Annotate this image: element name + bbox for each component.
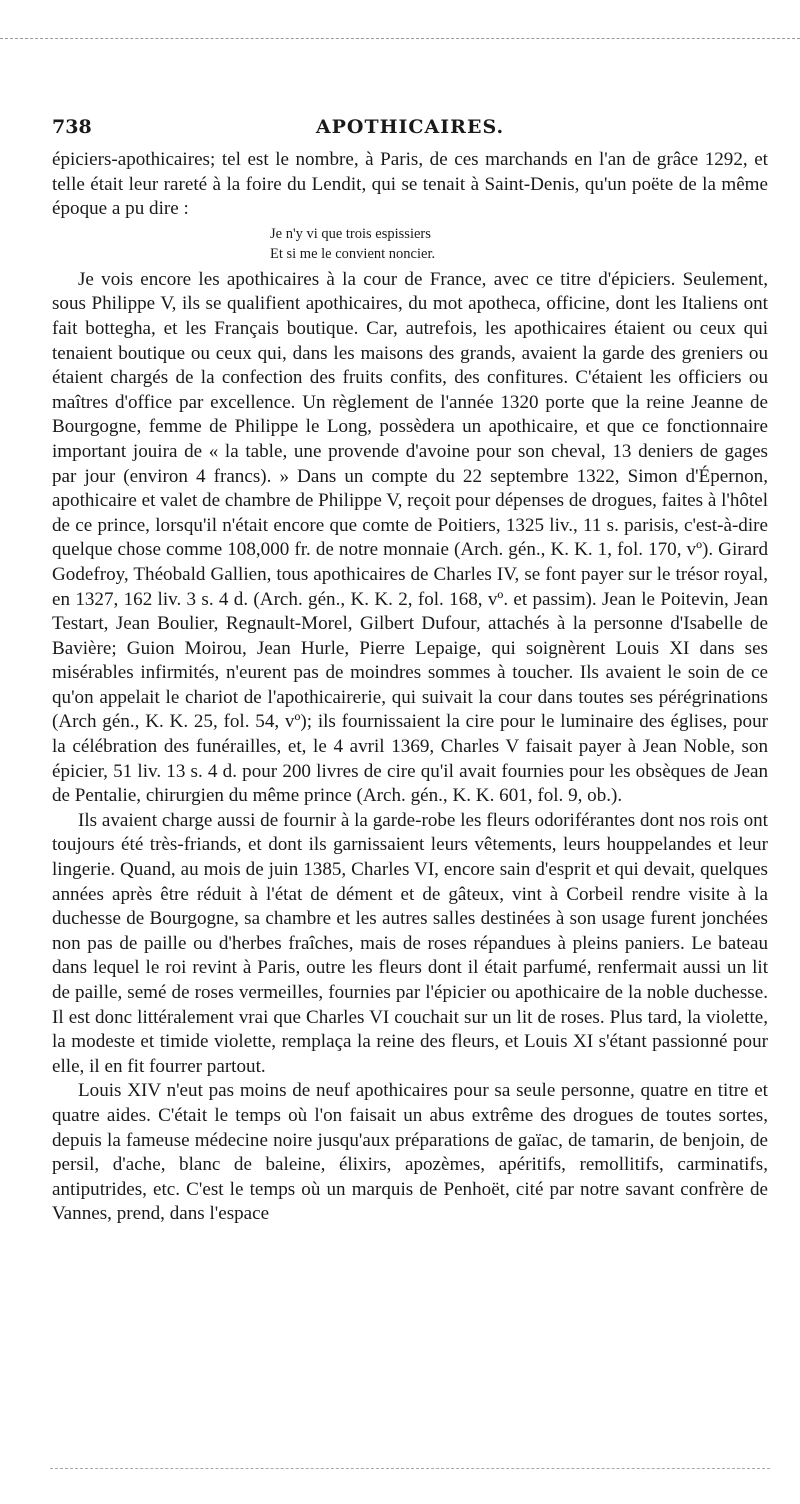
paragraph-1: épiciers-apothicaires; tel est le nombre, à Paris, de ces marchands en l'an de grâce 1292, et telle était leur rareté à la foire du Lendit, qui se tenait à Saint-Denis, qu'un poëte de la même époque a pu dire : — [52, 149, 768, 220]
paragraph-2: Je vois encore les apothicaires à la cour de France, avec ce titre d'épiciers. Seulement, sous Philippe V, ils se qualifient apothicaires, du mot apotheca, officine, dont les Italiens ont fait bottegha, et les Français boutique. Car, autrefois, les apothicaires étaient ou ceux qui tenaient boutique ou ceux qui, dans les maisons des grands, avaient la garde des greniers ou étaient chargés de la confection des fruits confits, des confitures. C'étaient les officiers ou maîtres d'office par excellence. Un règlement de l'année 1320 porte que la reine Jeanne de Bourgogne, femme de Philippe le Long, possèdera un apothicaire, et que ce fonctionnaire important jouira de « la table, une provende d'avoine pour son cheval, 13 deniers de gages par jour (environ 4 francs). » Dans un compte du 22 septembre 1322, Simon d'Épernon, apothicaire et valet de chambre de Philippe V, reçoit pour dépenses de drogues, faites à l'hôtel de ce prince, lorsqu'il n'était encore que comte de Poitiers, 1325 liv., 11 s. parisis, c'est-à-dire quelque chose comme 108,000 fr. de notre monnaie (Arch. gén., K. K. 1, fol. 170, vº). Girard Godefroy, Théobald Gallien, tous apothicaires de Charles IV, se font payer sur le trésor royal, en 1327, 162 liv. 3 s. 4 d. (Arch. gén., K. K. 2, fol. 168, vº. et passim). Jean le Poitevin, Jean Testart, Jean Boulier, Regnault-Morel, Gilbert Dufour, attachés à la personne d'Isabelle de Bavière; Guion Moirou, Jean Hurle, Pierre Lepaige, qui soignèrent Louis XI dans ses misérables infirmités, n'eurent pas de moindres sommes à toucher. Ils avaient le soin de ce qu'on appelait le chariot de l'apothicairerie, qui suivait la cour dans toutes ses pérégrinations (Arch gén., K. K. 25, fol. 54, vº); ils fournissaient la cire pour le luminaire des églises, pour la célébration des funérailles, et, le 4 avril 1369, Charles V faisait payer à Jean Noble, son épicier, 51 liv. 13 s. 4 d. pour 200 livres de cire qu'il avait fournies pour les obsèques de Jean de Pentalie, chirurgien du même prince (Arch. gén., K. K. 601, fol. 9, ob.). — [52, 268, 768, 807]
top-border-rule — [0, 38, 800, 39]
running-title: APOTHICAIRES. — [315, 116, 505, 138]
paragraph-3: Ils avaient charge aussi de fournir à la garde-robe les fleurs odoriférantes dont nos rois ont toujours été très-friands, et dont ils garnissaient leurs vêtements, leurs houppelandes et leur lingerie. Quand, au mois de juin 1385, Charles VI, encore sain d'esprit et qui devait, quelques années après être réduit à l'état de dément et de gâteux, vint à Corbeil rendre visite à la duchesse de Bourgogne, sa chambre et les autres salles destinées à son usage furent jonchées non pas de paille ou d'herbes fraîches, mais de roses répandues à pleins paniers. Le bateau dans lequel le roi revint à Paris, outre les fleurs dont il était parfumé, renfermait aussi un lit de paille, semé de roses vermeilles, fournies par l'épicier ou apothicaire de la noble duchesse. Il est donc littéralement vrai que Charles VI couchait sur un lit de roses. Plus tard, la violette, la modeste et timide violette, remplaça la reine des fleurs, et Louis XI s'étant passionné pour elle, il en fit fourrer partout. — [52, 809, 768, 1077]
bottom-border-rule — [50, 1468, 770, 1469]
verse-line-1: Je n'y vi que trois espissiers — [270, 225, 431, 242]
verse-line-2: Et si me le convient noncier. — [270, 245, 436, 262]
page — [52, 112, 768, 1227]
page-number: 738 — [52, 116, 92, 138]
page-header — [52, 112, 768, 148]
paragraph-4: Louis XIV n'eut pas moins de neuf apothicaires pour sa seule personne, quatre en titre et quatre aides. C'était le temps où l'on faisait un abus extrême des drogues de toutes sortes, depuis la fameuse médecine noire jusqu'aux préparations de gaïac, de tamarin, de benjoin, de persil, d'ache, blanc de baleine, élixirs, apozèmes, apéritifs, remollitifs, carminatifs, antiputrides, etc. C'est le temps où un marquis de Penhoët, cité par notre savant confrère de Vannes, prend, dans l'espace — [52, 1080, 768, 1225]
verse-quote — [52, 224, 768, 264]
page-body — [52, 148, 768, 1227]
